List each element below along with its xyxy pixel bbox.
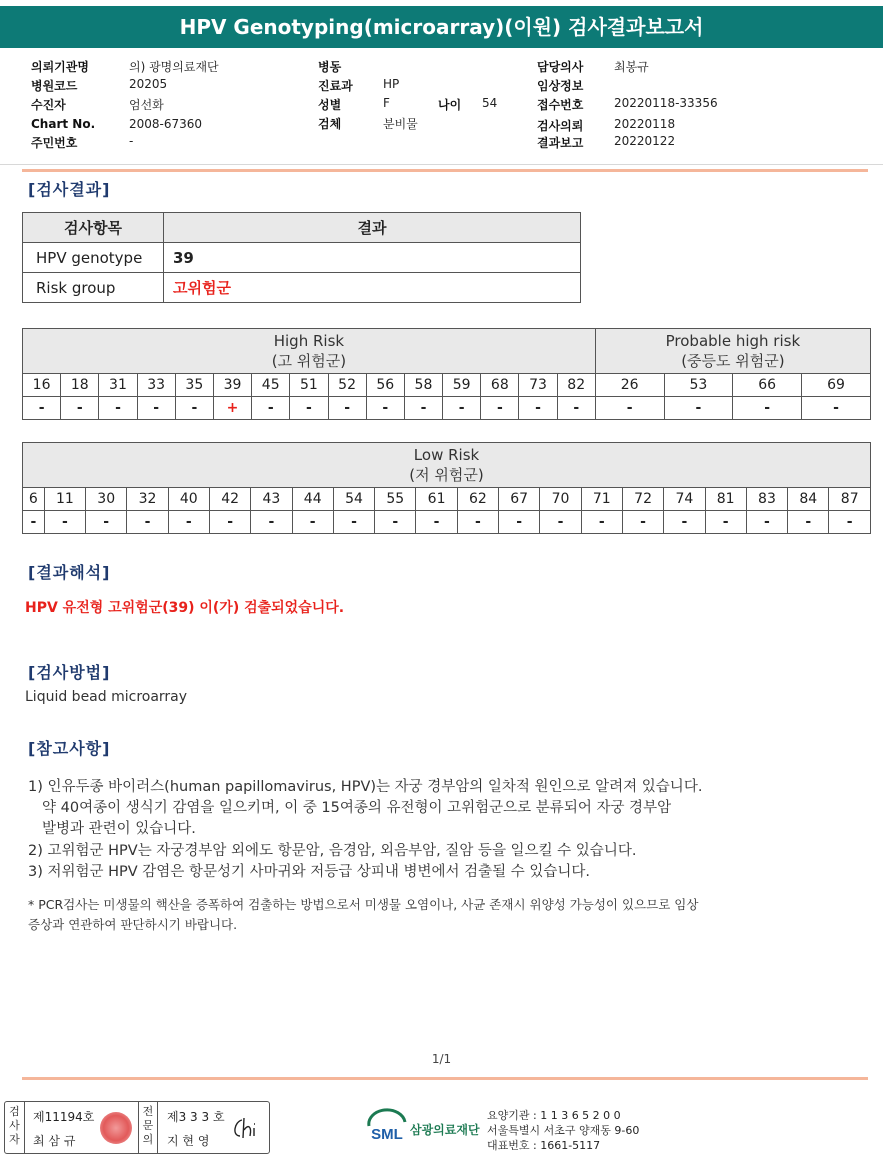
info-divider bbox=[0, 164, 883, 165]
genotype-type-cell: 87 bbox=[829, 488, 871, 511]
genotype-type-cell: 44 bbox=[292, 488, 333, 511]
genotype-type-cell: 33 bbox=[137, 374, 175, 397]
info-label: 검사의뢰 bbox=[537, 119, 584, 133]
genotype-result-cell: - bbox=[416, 511, 457, 534]
info-label: 수진자 bbox=[31, 98, 66, 112]
info-value: 20205 bbox=[129, 77, 168, 91]
genotype-type-cell: 51 bbox=[290, 374, 328, 397]
genotype-result-cell: - bbox=[540, 511, 581, 534]
info-label: 의뢰기관명 bbox=[31, 60, 89, 74]
low-risk-subtitle: (저 위험군) bbox=[409, 466, 484, 484]
genotype-result-cell: - bbox=[175, 397, 213, 420]
result-item: Risk group bbox=[23, 273, 164, 303]
doctor-label: 전 문 의 bbox=[138, 1102, 158, 1153]
info-label: Chart No. bbox=[31, 117, 96, 131]
genotype-type-cell: 71 bbox=[581, 488, 622, 511]
genotype-type-cell: 43 bbox=[251, 488, 292, 511]
genotype-result-cell: - bbox=[127, 511, 168, 534]
section-reference-heading: [참고사항] bbox=[28, 739, 111, 758]
genotype-type-cell: 26 bbox=[595, 374, 664, 397]
footnote: * PCR검사는 미생물의 핵산을 증폭하여 검출하는 방법으로서 미생물 오염이나, 사균 존재시 위양성 가능성이 있으므로 임상 bbox=[28, 897, 699, 912]
section-interpretation-heading: [결과해석] bbox=[28, 563, 111, 582]
section-method-heading: [검사방법] bbox=[28, 663, 111, 682]
genotype-result-cell: - bbox=[23, 397, 61, 420]
info-value: 의) 광명의료재단 bbox=[129, 60, 219, 74]
high-risk-table bbox=[22, 328, 871, 420]
genotype-result-cell: - bbox=[252, 397, 290, 420]
info-value: 엄선화 bbox=[129, 98, 164, 112]
genotype-type-cell: 56 bbox=[366, 374, 404, 397]
genotype-type-cell: 6 bbox=[23, 488, 45, 511]
interpretation-text: HPV 유전형 고위험군(39) 이(가) 검출되었습니다. bbox=[25, 600, 345, 616]
genotype-result-cell: - bbox=[443, 397, 481, 420]
genotype-type-cell: 32 bbox=[127, 488, 168, 511]
footnote: 증상과 연관하여 판단하시기 바랍니다. bbox=[28, 917, 238, 932]
genotype-result-cell: - bbox=[733, 397, 802, 420]
age-label: 나이 bbox=[438, 98, 462, 112]
genotype-type-cell: 55 bbox=[375, 488, 416, 511]
seal-stamp bbox=[100, 1112, 132, 1144]
doctor-number: 제3 3 3 호 bbox=[167, 1110, 225, 1124]
genotype-type-cell: 68 bbox=[481, 374, 519, 397]
low-risk-title: Low Risk bbox=[413, 446, 480, 464]
reference-note: 약 40여종이 생식기 감염을 일으키며, 이 중 15여종의 유전형이 고위험군으로 분류되어 자궁 경부암 bbox=[42, 800, 672, 816]
genotype-result-cell: - bbox=[209, 511, 250, 534]
genotype-result-cell: - bbox=[746, 511, 787, 534]
genotype-type-cell: 30 bbox=[86, 488, 127, 511]
genotype-type-cell: 66 bbox=[733, 374, 802, 397]
probable-risk-title: Probable high risk bbox=[665, 332, 801, 350]
reference-note: 1) 인유두종 바이러스(human papillomavirus, HPV)는 자궁 경부암의 일차적 원인으로 알려져 있습니다. bbox=[28, 779, 703, 795]
info-label: 병원코드 bbox=[31, 79, 78, 93]
genotype-type-cell: 35 bbox=[175, 374, 213, 397]
org-info bbox=[487, 1108, 639, 1153]
result-value: 39 bbox=[164, 243, 581, 273]
genotype-result-cell: - bbox=[137, 397, 175, 420]
genotype-result-cell: - bbox=[595, 397, 664, 420]
high-risk-subtitle: (고 위험군) bbox=[271, 352, 347, 370]
info-label: 병동 bbox=[318, 60, 342, 74]
report-title: HPV Genotyping(microarray)(이원) 검사결과보고서 bbox=[0, 6, 883, 48]
examiner-name: 최 삼 규 bbox=[33, 1134, 76, 1148]
info-label: 접수번호 bbox=[537, 98, 584, 112]
info-value: 20220118-33356 bbox=[614, 96, 718, 110]
info-value: 20220118 bbox=[614, 117, 676, 131]
low-risk-header bbox=[23, 443, 871, 488]
logo-text: SML bbox=[371, 1126, 403, 1143]
section-result-heading: [검사결과] bbox=[28, 180, 111, 199]
genotype-type-cell: 58 bbox=[404, 374, 442, 397]
genotype-result-cell: - bbox=[290, 397, 328, 420]
info-label: 성별 bbox=[318, 98, 342, 112]
reference-note: 3) 저위험군 HPV 감염은 항문성기 사마귀와 저등급 상피내 병변에서 검출될 수 있습니다. bbox=[28, 864, 590, 880]
genotype-type-cell: 70 bbox=[540, 488, 581, 511]
high-risk-title: High Risk bbox=[273, 332, 345, 350]
genotype-result-cell: - bbox=[499, 511, 540, 534]
genotype-result-cell: - bbox=[99, 397, 137, 420]
genotype-type-cell: 84 bbox=[788, 488, 829, 511]
genotype-result-cell: - bbox=[251, 511, 292, 534]
info-value: 20220122 bbox=[614, 134, 676, 148]
table-row bbox=[23, 273, 581, 303]
genotype-result-cell: - bbox=[557, 397, 595, 420]
examiner-number: 제11194호 bbox=[33, 1110, 95, 1124]
genotype-result-cell: - bbox=[622, 511, 663, 534]
info-value: 2008-67360 bbox=[129, 117, 203, 131]
genotype-type-cell: 61 bbox=[416, 488, 457, 511]
sml-logo-icon bbox=[365, 1108, 409, 1146]
result-value: 고위험군 bbox=[164, 273, 581, 303]
genotype-type-cell: 11 bbox=[44, 488, 85, 511]
result-item: HPV genotype bbox=[23, 243, 164, 273]
genotype-type-cell: 69 bbox=[801, 374, 870, 397]
genotype-result-cell: - bbox=[44, 511, 85, 534]
info-label: 주민번호 bbox=[31, 136, 78, 150]
genotype-result-cell: + bbox=[213, 397, 251, 420]
genotype-result-cell: - bbox=[457, 511, 498, 534]
low-risk-table bbox=[22, 442, 871, 534]
high-risk-header bbox=[23, 329, 596, 374]
info-label: 담당의사 bbox=[537, 60, 584, 74]
genotype-type-cell: 52 bbox=[328, 374, 366, 397]
info-value: F bbox=[383, 96, 390, 110]
genotype-result-cell: - bbox=[481, 397, 519, 420]
signature-mark bbox=[230, 1114, 264, 1142]
genotype-result-cell: - bbox=[404, 397, 442, 420]
genotype-type-cell: 82 bbox=[557, 374, 595, 397]
result-table bbox=[22, 212, 581, 303]
info-label: 검체 bbox=[318, 117, 342, 131]
info-value: 분비물 bbox=[383, 117, 418, 131]
genotype-type-cell: 40 bbox=[168, 488, 209, 511]
info-value: - bbox=[129, 134, 134, 148]
org-address: 서울특별시 서초구 양재동 9-60 bbox=[487, 1124, 640, 1137]
probable-risk-subtitle: (중등도 위험군) bbox=[681, 352, 785, 370]
result-header-result: 결과 bbox=[164, 213, 581, 243]
signature-box bbox=[4, 1101, 270, 1154]
reference-note: 발병과 관련이 있습니다. bbox=[42, 821, 196, 837]
genotype-result-cell: - bbox=[581, 511, 622, 534]
genotype-result-cell: - bbox=[519, 397, 557, 420]
info-label: 임상정보 bbox=[537, 79, 584, 93]
page-number: 1/1 bbox=[431, 1052, 452, 1066]
genotype-type-cell: 62 bbox=[457, 488, 498, 511]
genotype-type-cell: 31 bbox=[99, 374, 137, 397]
low-risk-results-row bbox=[23, 511, 871, 534]
genotype-type-cell: 72 bbox=[622, 488, 663, 511]
genotype-result-cell: - bbox=[328, 397, 366, 420]
probable-risk-header bbox=[595, 329, 870, 374]
method-text: Liquid bead microarray bbox=[25, 689, 188, 705]
genotype-type-cell: 81 bbox=[705, 488, 746, 511]
genotype-type-cell: 67 bbox=[499, 488, 540, 511]
genotype-type-cell: 16 bbox=[23, 374, 61, 397]
info-value: HP bbox=[383, 77, 400, 91]
genotype-type-cell: 42 bbox=[209, 488, 250, 511]
genotype-result-cell: - bbox=[375, 511, 416, 534]
org-name: 삼광의료재단 bbox=[410, 1123, 480, 1137]
doctor-name: 지 현 영 bbox=[167, 1134, 210, 1148]
examiner-label: 검 사 자 bbox=[5, 1102, 25, 1153]
genotype-type-cell: 39 bbox=[213, 374, 251, 397]
patient-info bbox=[0, 58, 883, 168]
genotype-type-cell: 83 bbox=[746, 488, 787, 511]
high-risk-types-row bbox=[23, 374, 871, 397]
genotype-type-cell: 53 bbox=[664, 374, 733, 397]
genotype-type-cell: 59 bbox=[443, 374, 481, 397]
genotype-result-cell: - bbox=[366, 397, 404, 420]
genotype-result-cell: - bbox=[292, 511, 333, 534]
genotype-type-cell: 73 bbox=[519, 374, 557, 397]
info-label: 결과보고 bbox=[537, 136, 584, 150]
genotype-result-cell: - bbox=[333, 511, 374, 534]
genotype-result-cell: - bbox=[664, 397, 733, 420]
genotype-result-cell: - bbox=[705, 511, 746, 534]
genotype-type-cell: 18 bbox=[61, 374, 99, 397]
genotype-result-cell: - bbox=[86, 511, 127, 534]
high-risk-results-row bbox=[23, 397, 871, 420]
genotype-result-cell: - bbox=[664, 511, 705, 534]
genotype-type-cell: 74 bbox=[664, 488, 705, 511]
info-value: 최봉규 bbox=[614, 60, 649, 74]
top-divider bbox=[22, 169, 868, 172]
reference-note: 2) 고위험군 HPV는 자궁경부암 외에도 항문암, 음경암, 외음부암, 질암 등을 일으킬 수 있습니다. bbox=[28, 843, 637, 859]
age-value: 54 bbox=[482, 96, 498, 110]
genotype-result-cell: - bbox=[168, 511, 209, 534]
table-row bbox=[23, 243, 581, 273]
org-phone: 대표번호 : 1661-5117 bbox=[487, 1139, 601, 1152]
genotype-type-cell: 45 bbox=[252, 374, 290, 397]
genotype-result-cell: - bbox=[61, 397, 99, 420]
bottom-divider bbox=[22, 1077, 868, 1080]
genotype-result-cell: - bbox=[801, 397, 870, 420]
genotype-result-cell: - bbox=[788, 511, 829, 534]
low-risk-types-row bbox=[23, 488, 871, 511]
result-header-item: 검사항목 bbox=[23, 213, 164, 243]
info-label: 진료과 bbox=[318, 79, 353, 93]
org-code: 요양기관 : 1 1 3 6 5 2 0 0 bbox=[487, 1109, 621, 1122]
genotype-result-cell: - bbox=[23, 511, 45, 534]
genotype-type-cell: 54 bbox=[333, 488, 374, 511]
genotype-result-cell: - bbox=[829, 511, 871, 534]
